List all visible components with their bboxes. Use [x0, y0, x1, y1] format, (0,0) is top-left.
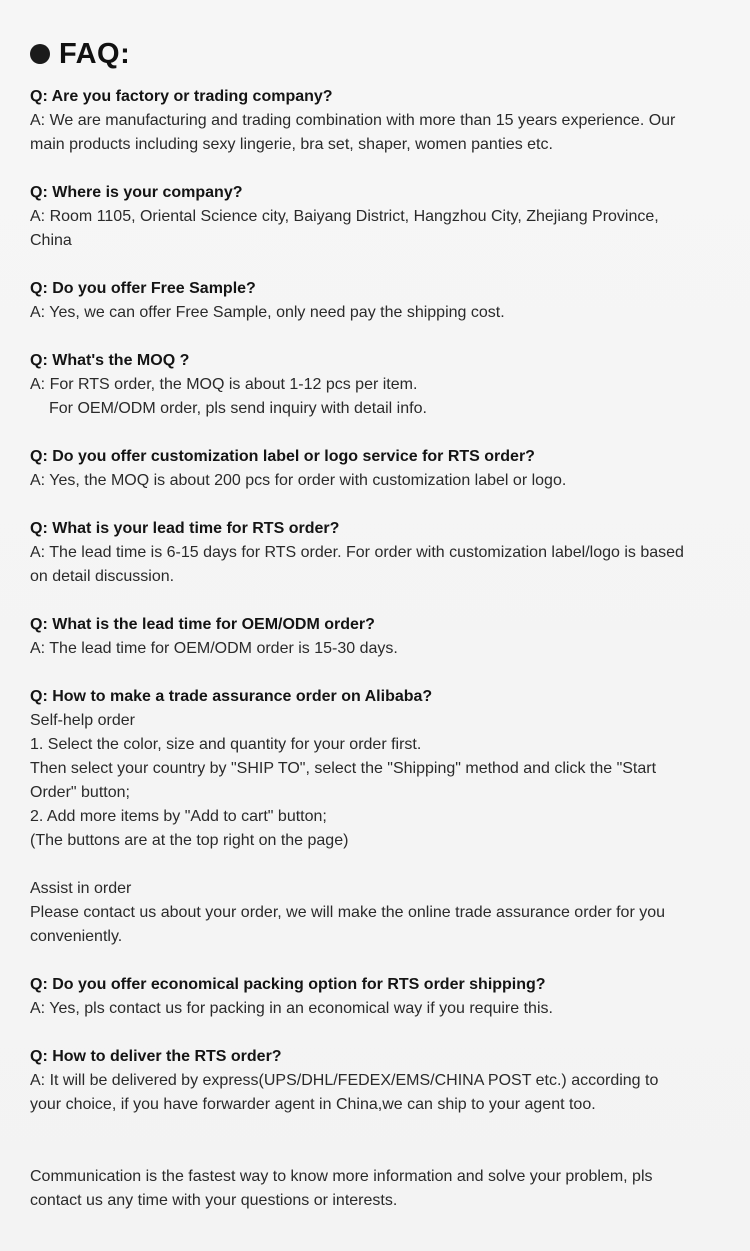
- faq-answer-line: Order" button;: [30, 784, 130, 801]
- spacer: [30, 157, 730, 181]
- faq-question: Q: Do you offer economical packing option for RTS order shipping?: [30, 976, 546, 993]
- faq-answer-line: (The buttons are at the top right on the page): [30, 832, 349, 849]
- faq-answer-line: your choice, if you have forwarder agent in China,we can ship to your agent too.: [30, 1096, 596, 1113]
- faq-item-location: [30, 181, 730, 253]
- spacer: [30, 853, 730, 877]
- closing-line: contact us any time with your questions or interests.: [30, 1192, 398, 1209]
- faq-answer-line: A: The lead time is 6-15 days for RTS order. For order with customization label/logo is based: [30, 544, 684, 561]
- faq-list: [30, 85, 730, 1117]
- faq-answer-line: A: Yes, pls contact us for packing in an economical way if you require this.: [30, 1000, 553, 1017]
- faq-item-customization: [30, 445, 730, 493]
- faq-item-sample: [30, 277, 730, 325]
- faq-item-packing: [30, 973, 730, 1021]
- faq-item-factory: [30, 85, 730, 157]
- spacer: [30, 493, 730, 517]
- faq-question: Q: Are you factory or trading company?: [30, 88, 333, 105]
- faq-answer-line: main products including sexy lingerie, bra set, shaper, women panties etc.: [30, 136, 553, 153]
- faq-answer-line: A: It will be delivered by express(UPS/DHL/FEDEX/EMS/CHINA POST etc.) according to: [30, 1072, 659, 1089]
- faq-answer-line: A: Yes, we can offer Free Sample, only need pay the shipping cost.: [30, 304, 505, 321]
- faq-item-oem-lead-time: [30, 613, 730, 661]
- page-title: FAQ:: [59, 37, 131, 70]
- faq-answer-line: 2. Add more items by "Add to cart" button;: [30, 808, 327, 825]
- faq-item-delivery: [30, 1045, 730, 1117]
- faq-item-trade-assurance: [30, 685, 730, 949]
- spacer: [30, 421, 730, 445]
- faq-answer-line: A: We are manufacturing and trading combination with more than 15 years experience. Our: [30, 112, 676, 129]
- faq-answer-line: A: The lead time for OEM/ODM order is 15-30 days.: [30, 640, 398, 657]
- faq-question: Q: What is the lead time for OEM/ODM order?: [30, 616, 375, 633]
- faq-question: Q: Do you offer Free Sample?: [30, 280, 256, 297]
- faq-item-moq: [30, 349, 730, 421]
- faq-answer-line: A: For RTS order, the MOQ is about 1-12 pcs per item.: [30, 376, 418, 393]
- faq-question: Q: What's the MOQ ?: [30, 352, 190, 369]
- closing-line: Communication is the fastest way to know more information and solve your problem, pls: [30, 1168, 653, 1185]
- faq-answer-line: Self-help order: [30, 712, 135, 729]
- closing-note: [30, 1165, 730, 1213]
- faq-answer-line: For OEM/ODM order, pls send inquiry with detail info.: [49, 400, 427, 417]
- faq-question: Q: How to deliver the RTS order?: [30, 1048, 282, 1065]
- faq-question: Q: How to make a trade assurance order on Alibaba?: [30, 688, 433, 705]
- spacer: [30, 661, 730, 685]
- faq-question: Q: Do you offer customization label or logo service for RTS order?: [30, 448, 535, 465]
- faq-answer-line: Assist in order: [30, 880, 132, 897]
- faq-answer-line: conveniently.: [30, 928, 123, 945]
- faq-answer-line: Please contact us about your order, we will make the online trade assurance order for you: [30, 904, 666, 921]
- faq-item-rts-lead-time: [30, 517, 730, 589]
- spacer: [30, 1021, 730, 1045]
- spacer: [30, 325, 730, 349]
- faq-answer-line: Then select your country by "SHIP TO", select the "Shipping" method and click the "Start: [30, 760, 657, 777]
- faq-question: Q: What is your lead time for RTS order?: [30, 520, 340, 537]
- faq-answer-line: 1. Select the color, size and quantity for your order first.: [30, 736, 422, 753]
- faq-answer-line: A: Yes, the MOQ is about 200 pcs for order with customization label or logo.: [30, 472, 567, 489]
- faq-header: [30, 34, 130, 74]
- faq-question: Q: Where is your company?: [30, 184, 243, 201]
- spacer: [30, 949, 730, 973]
- spacer: [30, 589, 730, 613]
- faq-answer-line: on detail discussion.: [30, 568, 175, 585]
- bullet-icon: [30, 44, 50, 64]
- spacer: [30, 253, 730, 277]
- faq-answer-line: A: Room 1105, Oriental Science city, Baiyang District, Hangzhou City, Zhejiang Province,: [30, 208, 659, 225]
- faq-answer-line: China: [30, 232, 72, 249]
